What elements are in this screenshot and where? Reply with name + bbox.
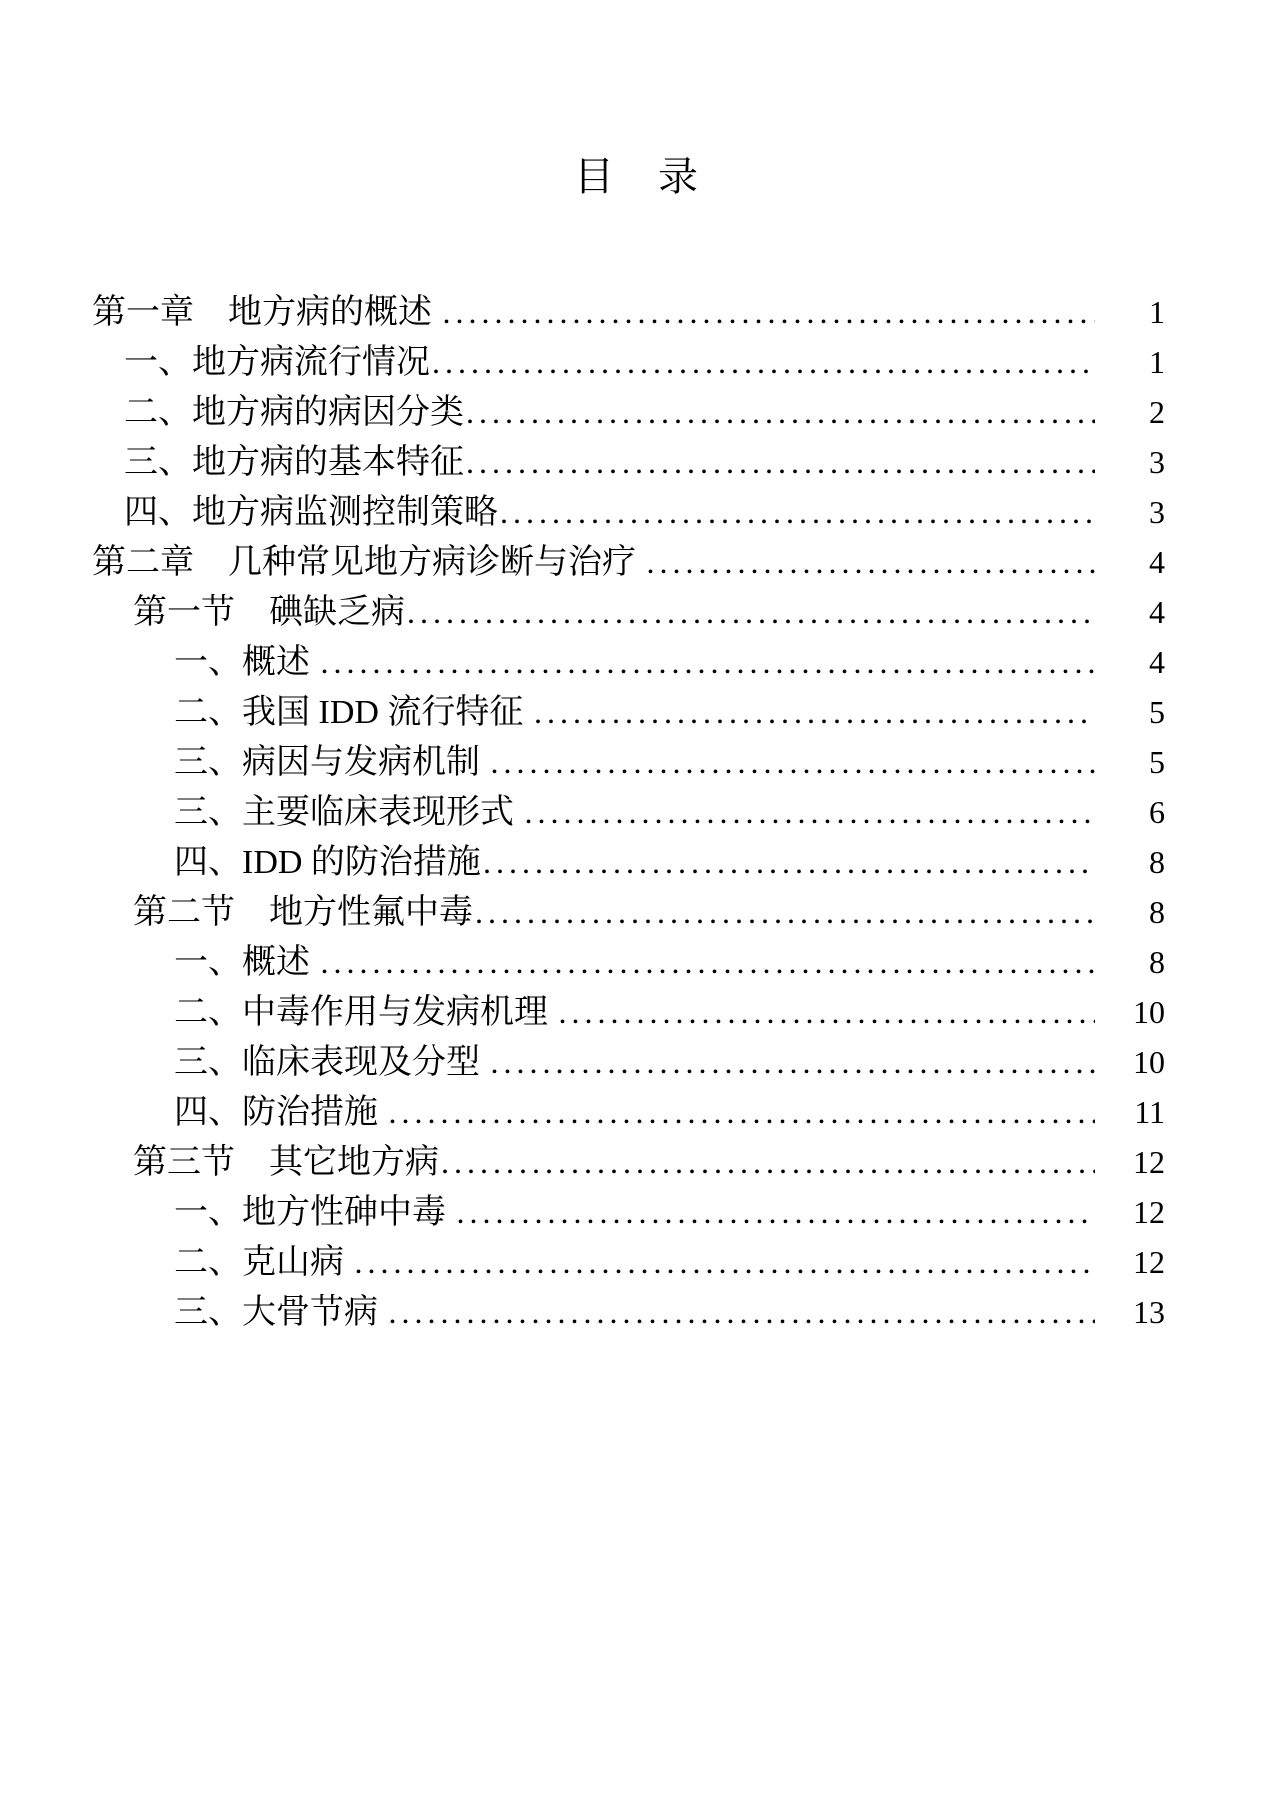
toc-entry[interactable] — [92, 487, 1165, 537]
dot-leader — [321, 937, 1096, 987]
toc-entry-page: 13 — [1133, 1294, 1165, 1330]
toc-entry-label: 三、地方病的基本特征 — [124, 444, 464, 481]
dot-leader — [534, 687, 1095, 737]
toc-entry[interactable] — [92, 937, 1165, 987]
toc-entry-label: 第三节 其它地方病 — [133, 1144, 439, 1181]
dot-leader — [443, 287, 1096, 337]
dot-leader — [441, 1137, 1095, 1187]
toc-entry-label: 三、大骨节病 — [174, 1294, 387, 1331]
dot-leader — [466, 437, 1095, 487]
toc-entry-label: 四、防治措施 — [174, 1094, 387, 1131]
toc-entry-label: 四、地方病监测控制策略 — [124, 494, 498, 531]
toc-entry-page: 5 — [1149, 694, 1165, 730]
toc-entry-page: 8 — [1149, 844, 1165, 880]
toc-entry-page: 1 — [1149, 294, 1165, 330]
toc-entry-label: 三、临床表现及分型 — [174, 1044, 489, 1081]
toc-entry-label: 三、病因与发病机制 — [174, 744, 489, 781]
table-of-contents — [92, 287, 1165, 1337]
dot-leader — [355, 1237, 1096, 1287]
toc-entry[interactable] — [92, 387, 1165, 437]
toc-entry[interactable] — [92, 1087, 1165, 1137]
toc-entry-label: 第二节 地方性氟中毒 — [133, 894, 473, 931]
toc-entry[interactable] — [92, 887, 1165, 937]
toc-entry-label: 第一章 地方病的概述 — [92, 294, 441, 331]
toc-entry-page: 3 — [1149, 494, 1165, 530]
toc-entry-page: 12 — [1133, 1244, 1165, 1280]
dot-leader — [321, 637, 1096, 687]
dot-leader — [389, 1087, 1096, 1137]
toc-entry-label: 一、地方性砷中毒 — [174, 1194, 455, 1231]
toc-entry-page: 4 — [1149, 594, 1165, 630]
toc-entry[interactable] — [92, 1237, 1165, 1287]
toc-entry-label: 二、中毒作用与发病机理 — [174, 994, 557, 1031]
toc-entry-page: 5 — [1149, 744, 1165, 780]
toc-entry-page: 11 — [1134, 1094, 1165, 1130]
dot-leader — [407, 587, 1095, 637]
toc-entry-page: 4 — [1149, 544, 1165, 580]
toc-entry-label: 第一节 碘缺乏病 — [133, 594, 405, 631]
toc-entry[interactable] — [92, 687, 1165, 737]
toc-entry[interactable] — [92, 537, 1165, 587]
toc-entry[interactable] — [92, 1187, 1165, 1237]
toc-entry-page: 12 — [1133, 1144, 1165, 1180]
page-title: 目 录 — [574, 154, 700, 199]
toc-entry-page: 4 — [1149, 644, 1165, 680]
toc-entry-page: 3 — [1149, 444, 1165, 480]
toc-entry[interactable] — [92, 987, 1165, 1037]
toc-entry[interactable] — [92, 1287, 1165, 1337]
dot-leader — [389, 1287, 1096, 1337]
toc-entry-label: 二、我国 IDD 流行特征 — [174, 694, 532, 731]
toc-entry-page: 1 — [1149, 344, 1165, 380]
dot-leader — [491, 737, 1096, 787]
toc-entry[interactable] — [92, 1037, 1165, 1087]
toc-entry-label: 二、地方病的病因分类 — [124, 394, 464, 431]
toc-entry-page: 8 — [1149, 944, 1165, 980]
dot-leader — [647, 537, 1096, 587]
toc-entry[interactable] — [92, 437, 1165, 487]
dot-leader — [432, 337, 1095, 387]
toc-entry-label: 三、主要临床表现形式 — [174, 794, 523, 831]
toc-entry-page: 6 — [1149, 794, 1165, 830]
dot-leader — [500, 487, 1095, 537]
dot-leader — [491, 1037, 1096, 1087]
toc-entry-label: 第二章 几种常见地方病诊断与治疗 — [92, 544, 645, 581]
toc-entry-label: 二、克山病 — [174, 1244, 353, 1281]
toc-entry-page: 2 — [1149, 394, 1165, 430]
toc-entry-page: 10 — [1133, 1044, 1165, 1080]
dot-leader — [483, 837, 1095, 887]
toc-entry[interactable] — [92, 287, 1165, 337]
toc-entry-label: 四、IDD 的防治措施 — [174, 844, 481, 881]
dot-leader — [466, 387, 1095, 437]
toc-entry-label: 一、概述 — [174, 944, 319, 981]
toc-entry[interactable] — [92, 337, 1165, 387]
dot-leader — [475, 887, 1095, 937]
toc-entry[interactable] — [92, 637, 1165, 687]
toc-entry[interactable] — [92, 587, 1165, 637]
toc-entry-page: 10 — [1133, 994, 1165, 1030]
toc-entry-label: 一、地方病流行情况 — [124, 344, 430, 381]
toc-entry[interactable] — [92, 737, 1165, 787]
dot-leader — [559, 987, 1096, 1037]
toc-entry[interactable] — [92, 1137, 1165, 1187]
dot-leader — [457, 1187, 1096, 1237]
toc-entry-label: 一、概述 — [174, 644, 319, 681]
dot-leader — [525, 787, 1096, 837]
toc-entry-page: 8 — [1149, 894, 1165, 930]
toc-entry[interactable] — [92, 837, 1165, 887]
toc-entry[interactable] — [92, 787, 1165, 837]
toc-entry-page: 12 — [1133, 1194, 1165, 1230]
